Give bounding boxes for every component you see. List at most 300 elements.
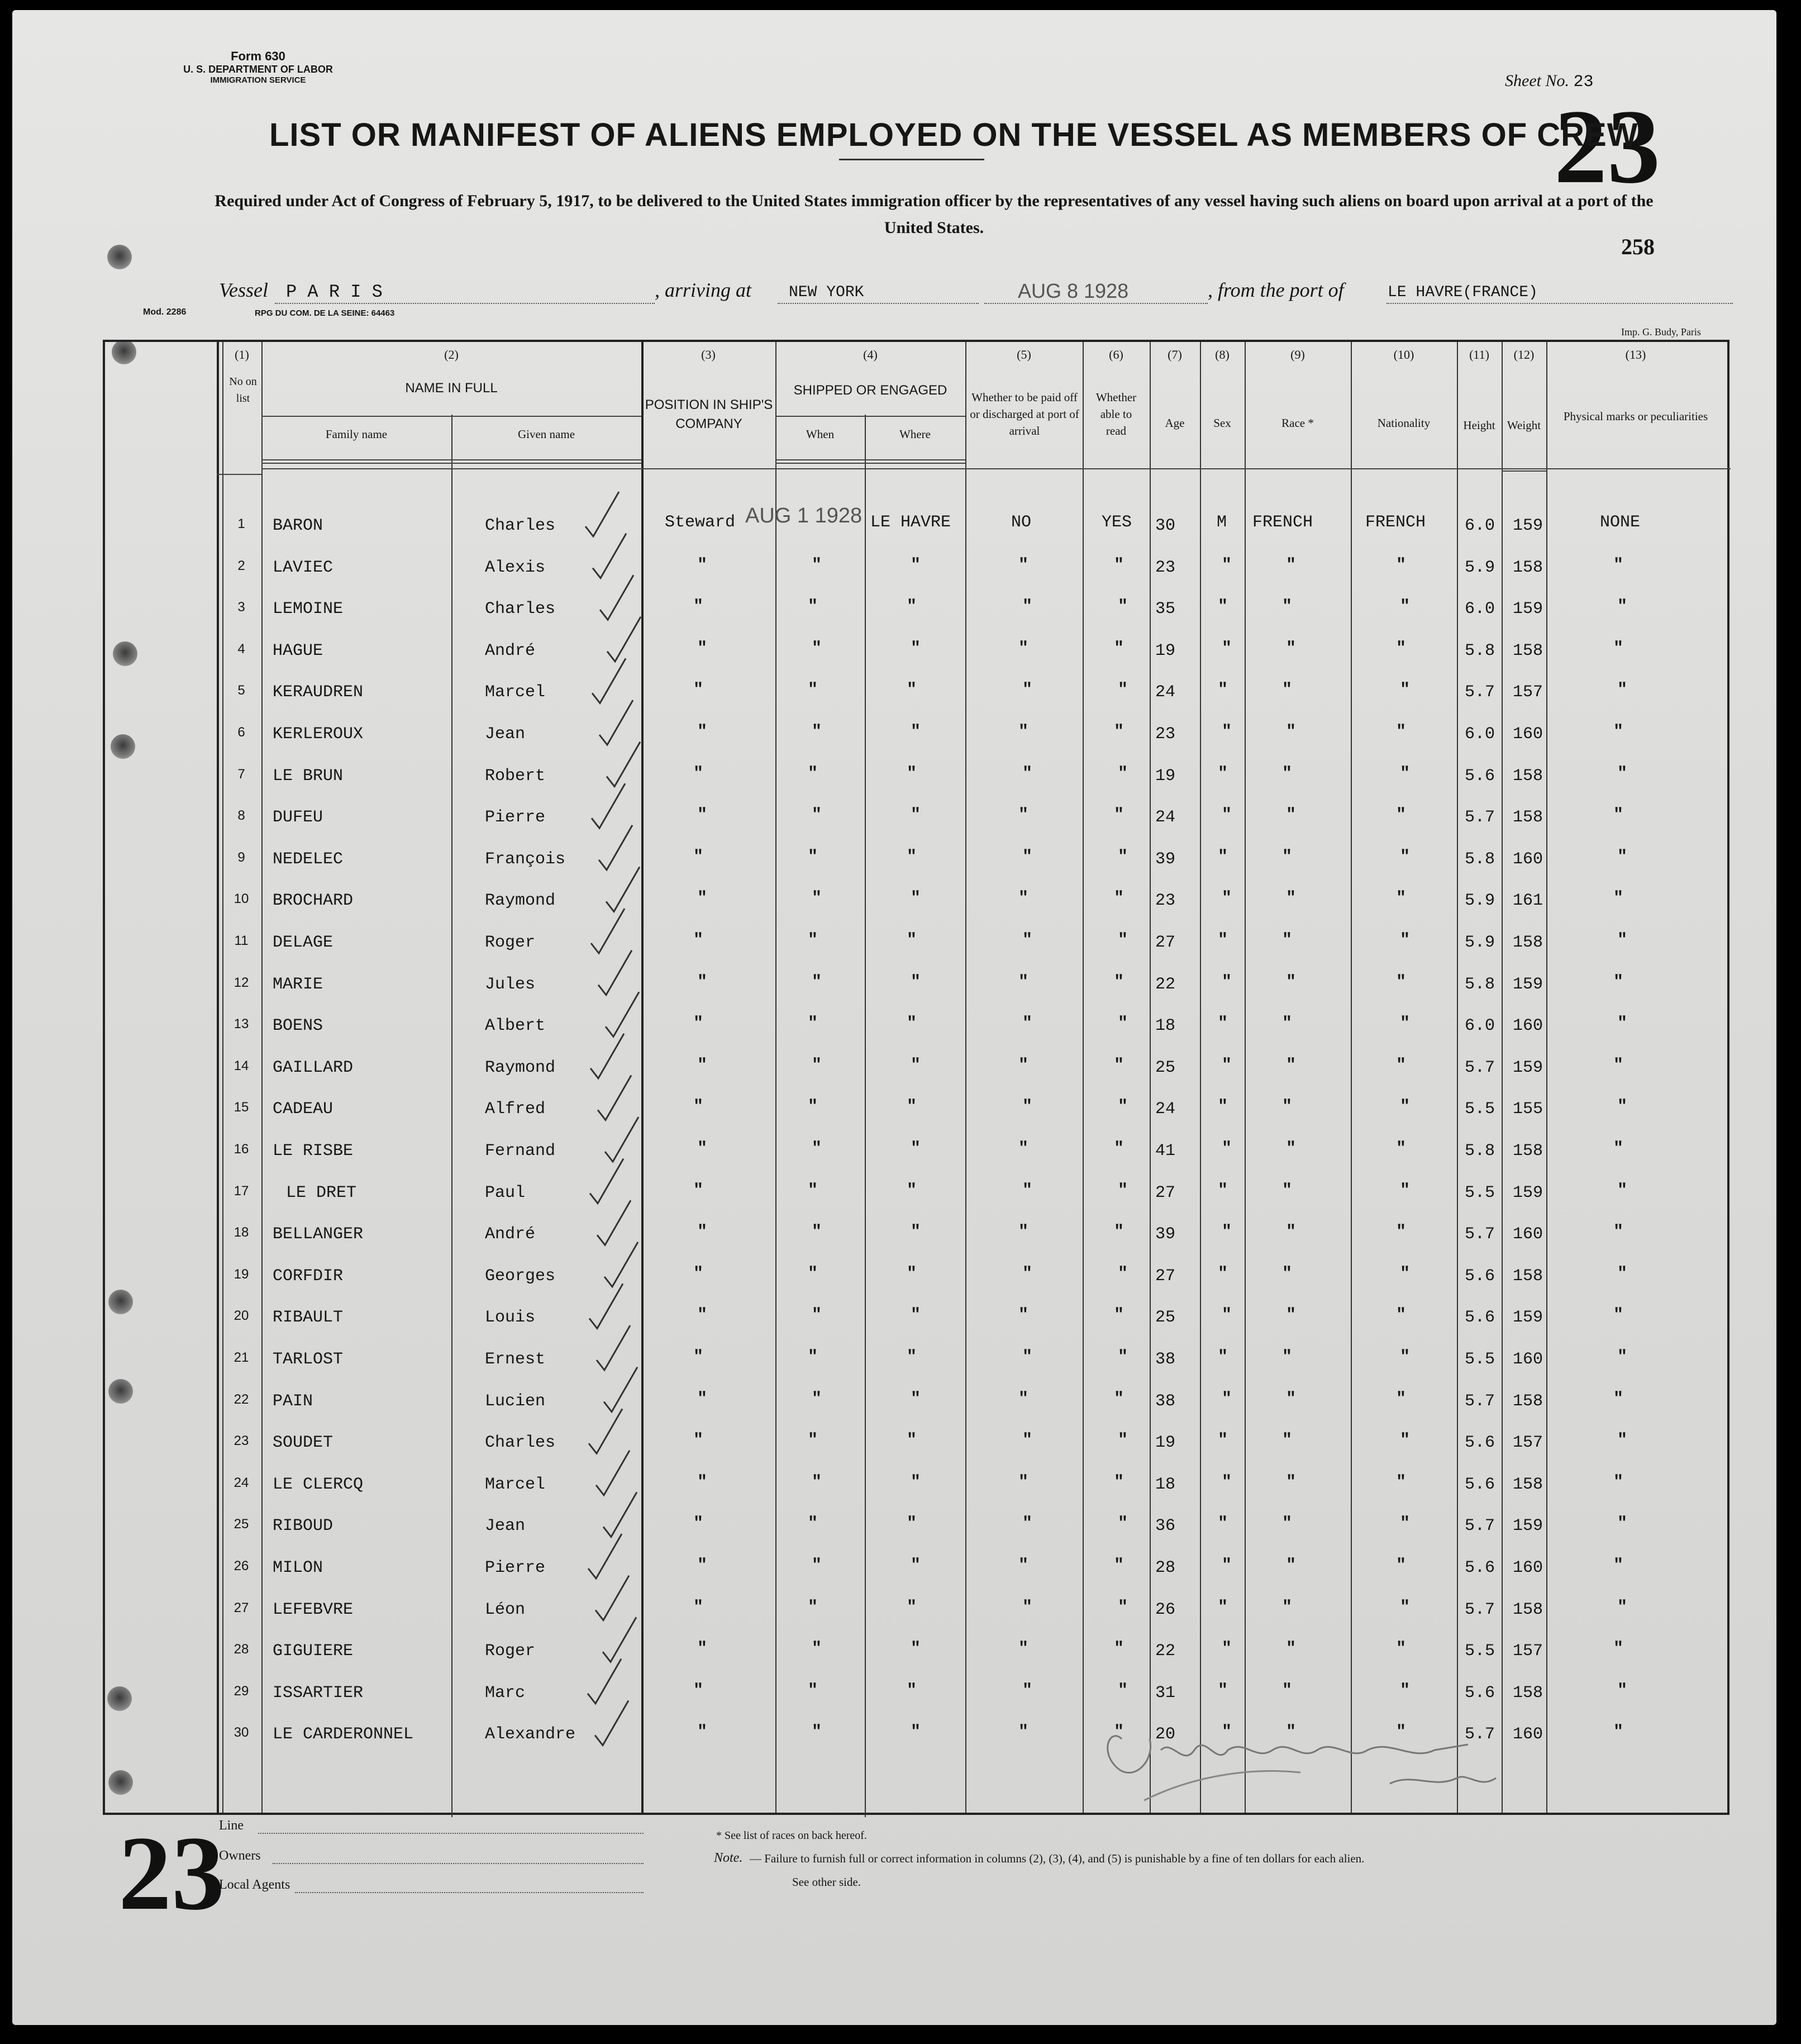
ditto-mark: "	[808, 848, 818, 867]
ditto-mark: "	[1613, 1139, 1624, 1158]
given-name: Marcel	[485, 683, 546, 702]
checkmark	[597, 1200, 631, 1245]
ditto-mark: "	[1396, 1723, 1407, 1742]
ditto-mark: "	[1286, 722, 1297, 741]
ditto-mark: "	[1118, 1265, 1128, 1284]
ditto-mark: "	[1114, 1390, 1125, 1409]
col-given-name: Given name	[517, 427, 575, 441]
ditto-mark: "	[1018, 973, 1029, 992]
ditto-mark: "	[1400, 931, 1411, 950]
ditto-mark: "	[1022, 681, 1033, 700]
ditto-mark: "	[1222, 973, 1232, 992]
age: 36	[1155, 1517, 1176, 1536]
vessel-label: Vessel	[219, 279, 268, 301]
ditto-mark: "	[1114, 639, 1125, 658]
height: 5.6	[1465, 1433, 1495, 1452]
ditto-mark: "	[911, 1306, 921, 1325]
ditto-mark: "	[1114, 1473, 1125, 1492]
given-name: Roger	[485, 933, 536, 952]
ditto-mark: "	[1022, 1014, 1033, 1033]
col-12-number: (12)	[1513, 348, 1535, 362]
age: 30	[1155, 516, 1176, 535]
family-name: KERLEROUX	[273, 725, 364, 744]
ditto-mark: "	[808, 597, 818, 616]
ditto-mark: "	[1018, 889, 1029, 908]
ditto-mark: "	[1400, 681, 1411, 700]
ditto-mark: "	[1286, 1056, 1297, 1075]
ditto-mark: "	[1617, 1348, 1628, 1367]
weight: 159	[1513, 1308, 1543, 1327]
ditto-mark: "	[1617, 1265, 1628, 1284]
ditto-mark: "	[1118, 1181, 1128, 1200]
ditto-mark: "	[1286, 1223, 1297, 1242]
ditto-mark: "	[1286, 556, 1297, 575]
row1-marks: NONE	[1600, 513, 1641, 532]
ditto-mark: "	[812, 722, 822, 741]
ditto-mark: "	[907, 1431, 917, 1450]
ditto-mark: "	[1218, 1514, 1228, 1533]
age: 23	[1155, 891, 1176, 910]
family-name: LE BRUN	[273, 767, 344, 786]
family-name: TARLOST	[273, 1350, 344, 1369]
col-9-number: (9)	[1290, 348, 1305, 362]
weight: 160	[1513, 1225, 1543, 1244]
checkmark	[585, 492, 619, 536]
family-name: LE CLERCQ	[273, 1475, 364, 1494]
ditto-mark: "	[1617, 1181, 1628, 1200]
ditto-mark: "	[1286, 1139, 1297, 1158]
row1-where: LE HAVRE	[870, 513, 951, 532]
checkmark	[599, 825, 632, 870]
ditto-mark: "	[1022, 764, 1033, 783]
checkmark	[598, 950, 632, 995]
weight: 158	[1513, 933, 1543, 952]
checkmark	[590, 1034, 624, 1078]
height: 5.8	[1465, 641, 1495, 660]
age: 35	[1155, 600, 1176, 619]
col-10-number: (10)	[1393, 348, 1414, 362]
ditto-mark: "	[1613, 1223, 1624, 1242]
ditto-mark: "	[693, 597, 704, 616]
ditto-mark: "	[1400, 1681, 1411, 1700]
ditto-mark: "	[1282, 1681, 1293, 1700]
ditto-mark: "	[1022, 1265, 1033, 1284]
footer-big-stamp: 23	[118, 1815, 225, 1932]
ditto-mark: "	[808, 1014, 818, 1033]
ditto-mark: "	[1282, 931, 1293, 950]
weight: 158	[1513, 641, 1543, 660]
ditto-mark: "	[1613, 722, 1624, 741]
line-label: Line	[219, 1818, 244, 1833]
checkmark	[597, 1325, 630, 1370]
ditto-mark: "	[693, 1514, 704, 1533]
weight: 159	[1513, 1058, 1543, 1077]
row-number: 2	[237, 558, 245, 573]
ditto-mark: "	[1222, 1139, 1232, 1158]
ditto-mark: "	[907, 1014, 917, 1033]
age: 25	[1155, 1308, 1176, 1327]
family-name: BELLANGER	[273, 1225, 364, 1244]
ditto-mark: "	[1613, 1556, 1624, 1575]
age: 38	[1155, 1350, 1176, 1369]
checkmark	[588, 1659, 621, 1704]
requirement-text: Required under Act of Congress of February 5, 1917, to be delivered to the United States immigration officer by the representatives of any vessel having such aliens on board upon arrival at a port of the United States.	[215, 192, 1654, 237]
height: 5.6	[1465, 1475, 1495, 1494]
height: 5.9	[1465, 933, 1495, 952]
family-name: BARON	[273, 516, 323, 535]
ditto-mark: "	[808, 1348, 818, 1367]
ditto-mark: "	[1222, 1223, 1232, 1242]
ditto-mark: "	[808, 1681, 818, 1700]
weight: 158	[1513, 1475, 1543, 1494]
ditto-mark: "	[1282, 597, 1293, 616]
age: 31	[1155, 1684, 1176, 1703]
weight: 161	[1513, 891, 1543, 910]
weight: 160	[1513, 1350, 1543, 1369]
weight: 158	[1513, 808, 1543, 827]
family-name: CORFDIR	[273, 1267, 344, 1286]
given-name: Albert	[485, 1016, 546, 1035]
given-name: Charles	[485, 516, 556, 535]
age: 18	[1155, 1016, 1176, 1035]
ditto-mark: "	[697, 1723, 708, 1742]
ditto-mark: "	[907, 931, 917, 950]
ditto-mark: "	[812, 1056, 822, 1075]
height: 5.7	[1465, 683, 1495, 702]
ditto-mark: "	[1022, 1348, 1033, 1367]
ditto-mark: "	[1286, 1556, 1297, 1575]
family-name: BROCHARD	[273, 891, 354, 910]
col-height: Height	[1463, 419, 1495, 432]
races-note: * See list of races on back hereof.	[716, 1829, 867, 1842]
ditto-mark: "	[911, 722, 921, 741]
family-name: LEFEBVRE	[273, 1600, 354, 1619]
weight: 158	[1513, 1392, 1543, 1411]
ditto-mark: "	[911, 556, 921, 575]
ditto-mark: "	[812, 973, 822, 992]
sheet-label: Sheet No.	[1505, 72, 1569, 90]
punch-hole	[107, 245, 132, 269]
ditto-mark: "	[1400, 1431, 1411, 1450]
ditto-mark: "	[693, 1181, 704, 1200]
ditto-mark: "	[1022, 1097, 1033, 1116]
age: 19	[1155, 767, 1176, 786]
ditto-mark: "	[1114, 1556, 1125, 1575]
given-name: Léon	[485, 1600, 526, 1619]
ditto-mark: "	[1617, 1598, 1628, 1617]
weight: 160	[1513, 1725, 1543, 1744]
row-number: 30	[234, 1725, 249, 1740]
family-name: LE CARDERONNEL	[273, 1725, 414, 1744]
ditto-mark: "	[1613, 1473, 1624, 1492]
weight: 158	[1513, 1684, 1543, 1703]
height: 5.5	[1465, 1183, 1495, 1202]
row1-when-stamp: AUG 1 1928	[745, 504, 863, 527]
ditto-mark: "	[1286, 806, 1297, 825]
ditto-mark: "	[1400, 1514, 1411, 1533]
ditto-mark: "	[812, 1223, 822, 1242]
age: 39	[1155, 850, 1176, 869]
ditto-mark: "	[1400, 1014, 1411, 1033]
ditto-mark: "	[1282, 1097, 1293, 1116]
height: 5.7	[1465, 1225, 1495, 1244]
age: 41	[1155, 1142, 1176, 1161]
col-weight: Weight	[1507, 419, 1541, 432]
checkmark	[607, 742, 640, 787]
age: 39	[1155, 1225, 1176, 1244]
age: 19	[1155, 1433, 1176, 1452]
checkmark	[589, 1284, 623, 1328]
row1-read: YES	[1102, 513, 1132, 532]
given-name: François	[485, 850, 566, 869]
weight: 157	[1513, 1433, 1543, 1452]
ditto-mark: "	[1118, 597, 1128, 616]
given-name: André	[485, 1225, 536, 1244]
checkmark	[592, 783, 625, 828]
ditto-mark: "	[911, 973, 921, 992]
row-number: 17	[234, 1183, 249, 1199]
height: 6.0	[1465, 725, 1495, 744]
ditto-mark: "	[812, 1556, 822, 1575]
ditto-mark: "	[1396, 1390, 1407, 1409]
ditto-mark: "	[1282, 1348, 1293, 1367]
ditto-mark: "	[1018, 1639, 1029, 1658]
ditto-mark: "	[697, 1223, 708, 1242]
ditto-mark: "	[1286, 973, 1297, 992]
ditto-mark: "	[697, 556, 708, 575]
ditto-mark: "	[1022, 1431, 1033, 1450]
ditto-mark: "	[907, 764, 917, 783]
ditto-mark: "	[1282, 1265, 1293, 1284]
row-number: 13	[234, 1016, 249, 1031]
ditto-mark: "	[1617, 1681, 1628, 1700]
form-header	[169, 49, 347, 85]
given-name: Jean	[485, 1517, 526, 1536]
ditto-mark: "	[911, 1639, 921, 1658]
family-name: LE DRET	[286, 1183, 357, 1202]
checkmark	[590, 1159, 623, 1204]
page-number: 258	[1621, 234, 1655, 259]
ditto-mark: "	[1282, 1431, 1293, 1450]
ditto-mark: "	[1222, 1556, 1232, 1575]
ditto-mark: "	[1018, 556, 1029, 575]
weight: 157	[1513, 1642, 1543, 1661]
weight: 159	[1513, 1183, 1543, 1202]
col-sex: Sex	[1213, 416, 1231, 430]
row-number: 10	[234, 891, 249, 906]
ditto-mark: "	[911, 1056, 921, 1075]
row-number: 8	[237, 808, 245, 823]
ditto-mark: "	[697, 722, 708, 741]
ditto-mark: "	[693, 764, 704, 783]
ditto-mark: "	[1218, 1181, 1228, 1200]
ditto-mark: "	[1286, 1306, 1297, 1325]
col-name-in-full: NAME IN FULL	[405, 381, 498, 396]
ditto-mark: "	[1617, 1514, 1628, 1533]
col-where: Where	[899, 427, 931, 441]
form-number: Form 630	[231, 49, 285, 63]
family-name: DUFEU	[273, 808, 323, 827]
checkmark	[598, 1075, 631, 1120]
row-number: 4	[237, 641, 245, 657]
ditto-mark: "	[697, 1139, 708, 1158]
row-number: 24	[234, 1475, 249, 1490]
col-family-name: Family name	[325, 427, 388, 441]
age: 22	[1155, 975, 1176, 994]
age: 20	[1155, 1725, 1176, 1744]
ditto-mark: "	[1617, 597, 1628, 616]
given-name: Raymond	[485, 891, 556, 910]
col-6-number: (6)	[1109, 348, 1123, 362]
ditto-mark: "	[693, 931, 704, 950]
ditto-mark: "	[907, 681, 917, 700]
checkmark	[591, 909, 625, 953]
row-number: 14	[234, 1058, 249, 1073]
given-name: Paul	[485, 1183, 526, 1202]
given-name: Alexis	[485, 558, 546, 577]
ditto-mark: "	[812, 556, 822, 575]
title-rule	[839, 159, 984, 160]
given-name: Pierre	[485, 1558, 546, 1577]
ditto-mark: "	[1118, 1014, 1128, 1033]
arriving-port: NEW YORK	[789, 284, 864, 301]
ditto-mark: "	[911, 1139, 921, 1158]
weight: 158	[1513, 1600, 1543, 1619]
ditto-mark: "	[1613, 556, 1624, 575]
ditto-mark: "	[907, 597, 917, 616]
checkmark	[606, 992, 639, 1037]
checkmark	[592, 658, 626, 703]
ditto-mark: "	[812, 1390, 822, 1409]
arrival-date-stamp: AUG 8 1928	[1018, 279, 1129, 302]
ditto-mark: "	[1218, 1598, 1228, 1617]
col-age: Age	[1165, 416, 1185, 430]
ditto-mark: "	[1396, 1223, 1407, 1242]
ditto-mark: "	[1114, 1139, 1125, 1158]
given-name: Alexandre	[485, 1725, 576, 1744]
ditto-mark: "	[1613, 639, 1624, 658]
row-number: 12	[234, 975, 249, 990]
family-name: CADEAU	[273, 1100, 333, 1119]
ditto-mark: "	[1218, 1097, 1228, 1116]
weight: 158	[1513, 767, 1543, 786]
ditto-mark: "	[1118, 1348, 1128, 1367]
ditto-mark: "	[1286, 1639, 1297, 1658]
col-13-number: (13)	[1625, 348, 1646, 362]
given-name: Raymond	[485, 1058, 556, 1077]
ditto-mark: "	[1222, 889, 1232, 908]
ditto-mark: "	[1218, 1265, 1228, 1284]
given-name: Robert	[485, 767, 546, 786]
ditto-mark: "	[1022, 597, 1033, 616]
col-11-number: (11)	[1469, 348, 1489, 362]
ditto-mark: "	[1022, 1681, 1033, 1700]
ditto-mark: "	[1396, 973, 1407, 992]
from-port-label: , from the port of	[1208, 279, 1344, 301]
row-number: 21	[234, 1350, 249, 1365]
ditto-mark: "	[1218, 931, 1228, 950]
ditto-mark: "	[907, 1598, 917, 1617]
row-number: 18	[234, 1225, 249, 1240]
row-number: 25	[234, 1517, 249, 1532]
checkmark	[603, 1617, 636, 1662]
ditto-mark: "	[1218, 681, 1228, 700]
row-number: 7	[237, 767, 245, 782]
ditto-mark: "	[697, 1056, 708, 1075]
ditto-mark: "	[697, 973, 708, 992]
ditto-mark: "	[1400, 1265, 1411, 1284]
ditto-mark: "	[1022, 931, 1033, 950]
ditto-mark: "	[1118, 1598, 1128, 1617]
ditto-mark: "	[693, 1097, 704, 1116]
ditto-mark: "	[812, 1723, 822, 1742]
ditto-mark: "	[697, 1390, 708, 1409]
ditto-mark: "	[1617, 1014, 1628, 1033]
ditto-mark: "	[1396, 1473, 1407, 1492]
ditto-mark: "	[1218, 1014, 1228, 1033]
family-name: GIGUIERE	[273, 1642, 354, 1661]
ditto-mark: "	[907, 1097, 917, 1116]
ditto-mark: "	[1022, 1514, 1033, 1533]
ditto-mark: "	[697, 1473, 708, 1492]
row-number: 5	[237, 683, 245, 698]
family-name: KERAUDREN	[273, 683, 364, 702]
ditto-mark: "	[1114, 1723, 1125, 1742]
ditto-mark: "	[1114, 1223, 1125, 1242]
age: 38	[1155, 1392, 1176, 1411]
age: 22	[1155, 1642, 1176, 1661]
ditto-mark: "	[1018, 639, 1029, 658]
given-name: Jean	[485, 725, 526, 744]
ditto-mark: "	[1114, 1056, 1125, 1075]
vessel-name: P A R I S	[286, 282, 383, 302]
ditto-mark: "	[1218, 1431, 1228, 1450]
ditto-mark: "	[1222, 722, 1232, 741]
ditto-mark: "	[1617, 1431, 1628, 1450]
given-name: Louis	[485, 1308, 536, 1327]
checkmark	[593, 534, 626, 578]
checkmark	[604, 1242, 638, 1287]
ditto-mark: "	[1617, 764, 1628, 783]
ditto-mark: "	[911, 1223, 921, 1242]
ditto-mark: "	[1396, 1139, 1407, 1158]
ditto-mark: "	[1222, 1473, 1232, 1492]
ditto-mark: "	[1282, 764, 1293, 783]
ditto-mark: "	[697, 1556, 708, 1575]
given-name: Charles	[485, 600, 556, 619]
ditto-mark: "	[1613, 973, 1624, 992]
height: 5.5	[1465, 1100, 1495, 1119]
ditto-mark: "	[1613, 1056, 1624, 1075]
ditto-mark: "	[1396, 1056, 1407, 1075]
family-name: LAVIEC	[273, 558, 333, 577]
ditto-mark: "	[808, 681, 818, 700]
given-name: Marcel	[485, 1475, 546, 1494]
ditto-mark: "	[1282, 1014, 1293, 1033]
height: 5.7	[1465, 1058, 1495, 1077]
weight: 159	[1513, 1517, 1543, 1536]
row-number: 15	[234, 1100, 249, 1115]
row-number: 26	[234, 1558, 249, 1574]
ditto-mark: "	[1286, 1723, 1297, 1742]
ditto-mark: "	[808, 1265, 818, 1284]
ditto-mark: "	[1022, 1181, 1033, 1200]
given-name: Lucien	[485, 1392, 546, 1411]
ditto-mark: "	[911, 1473, 921, 1492]
row-number: 20	[234, 1308, 249, 1323]
ditto-mark: "	[812, 1639, 822, 1658]
ditto-mark: "	[1114, 889, 1125, 908]
